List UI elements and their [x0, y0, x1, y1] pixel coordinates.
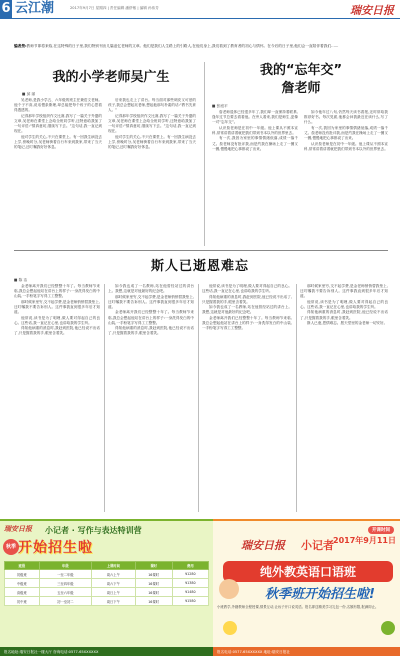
table-header: 课时: [135, 562, 172, 570]
paragraph: 他对学生的关心,不只在课堂上。有一回我生病没去上学,傍晚时分,吴老师骑着自行车来到我家,带来了当天的笔记,还叮嘱我好好休息。: [108, 134, 196, 149]
paragraph: 得知他病重的消息时,我赶到医院,他已经说不出话了,只是握着我的手,眼里含着笑。: [300, 310, 388, 320]
table-cell: 周六下午: [92, 579, 136, 588]
article-2-title-text: 我的“忘年交” 詹老师: [259, 63, 343, 96]
paragraph: 有一次,我因为家里的事情情绪低落,成绩一落千丈。詹老师没有批评我,而是约我在操场上走了一圈又一圈,慢慢地把心事都说了出来。: [304, 125, 388, 140]
ad-subtitle: 小记者: [301, 539, 334, 552]
article-1-col-1: [14, 98, 102, 246]
paragraph: 认识詹老师是在初中一年级。他上课从不照本宣科,常常讲着讲着就把我们带到书本以外的世界里去。: [304, 141, 388, 151]
newspaper-masthead: 瑞安日报: [350, 4, 394, 17]
table-cell: 16课时: [135, 588, 172, 597]
table-header-row: [5, 562, 209, 570]
paragraph: 他对学生的关心,不只在课堂上。有一回我生病没去上学,傍晚时分,吴老师骑着自行车来到我家,带来了当天的笔记,还叮嘱我好好休息。: [14, 134, 102, 149]
ad-subtitle: 小记者 · 写作与表达特训营: [45, 526, 142, 535]
paragraph: 得知他病重的消息时,我赶到医院,他已经说不出话了,只是握着我的手,眼里含着笑。: [14, 326, 100, 336]
article-1-title: 我的小学老师吴广生: [52, 70, 170, 85]
ad-logo: 瑞安日报: [241, 539, 285, 552]
paragraph: 他常说,读书是为了明理,做人要对得起自己的良心。这些话,我一直记在心里,也讲给我的学生听。: [300, 299, 388, 309]
issue-info: 2017年9月7日 星期四 | 责任编辑 潘舒敏 | 编辑 孙伟芳: [70, 6, 159, 10]
start-date-label: 开课时间: [368, 526, 394, 534]
table-cell: 16课时: [135, 570, 172, 579]
table-cell: 周日下午: [92, 597, 136, 606]
paragraph: 斯人已逝,恩情难忘。愿天堂里的金老师一切安好。: [307, 321, 388, 326]
paragraph: 得知他病重的消息时,我赶到医院,他已经说不出话了,只是握着我的手,眼里含着笑。: [202, 294, 292, 304]
table-row: [5, 579, 209, 588]
section-divider: [14, 250, 388, 251]
ad-banner-text: 开始招生啦: [18, 540, 93, 556]
editor-note: [14, 44, 388, 49]
table-header: 班级: [5, 562, 40, 570]
table-cell: 五至六年级: [39, 588, 91, 597]
table-cell: 周日上午: [92, 588, 136, 597]
table-cell: 周六上午: [92, 570, 136, 579]
editor-note-text: 教师节即将来临,在这特殊的日子里,我们特别刊出几篇追忆老师的文章。他们是我们人生路上的引路人,在他们身上,我们看到了教育者的初心与情怀。在今后的日子里,他们会一直陪伴着我们……: [26, 44, 339, 48]
table-cell: ¥1380: [172, 579, 208, 588]
writing-camp-ad[interactable]: [0, 519, 213, 656]
column-divider: [296, 284, 297, 512]
table-cell: 初级班: [5, 570, 40, 579]
article-3-byline: ■ 陈 洁: [14, 278, 28, 282]
paragraph: 后来我也走上了讲台。每当面对那些调皮又可爱的孩子,我总会想起吴老师,想起他那句朴素的话:“教书先育人。”: [108, 98, 196, 113]
paragraph: 那时候家里穷,交不起学费,是金老师悄悄替我垫上,还叮嘱我不要告诉别人。这件事我直到很多年后才知道。: [300, 284, 388, 299]
page-header: [0, 0, 400, 19]
table-cell: 16课时: [135, 579, 172, 588]
table-cell: 16课时: [135, 597, 172, 606]
article-2-col-2: [304, 110, 388, 246]
table-cell: 一至二年级: [39, 570, 91, 579]
ad-slogan: 秋季班开始招生啦!: [265, 587, 375, 602]
kid-illustration-icon: [219, 579, 239, 599]
paragraph: 认识詹老师是在初中一年级。他上课从不照本宣科,常常讲着讲着就把我们带到书本以外的世界里去。: [212, 125, 298, 135]
paragraph: 他常说,读书是为了明理,做人要对得起自己的良心。这些话,我一直记在心里,也讲给我的学生听。: [14, 315, 100, 325]
table-cell: 三至四年级: [39, 579, 91, 588]
table-row: [5, 588, 209, 597]
article-1-byline: ■ 邱 丽: [22, 92, 36, 96]
start-date: 2017年9月11日: [333, 536, 396, 545]
column-divider: [104, 284, 105, 512]
section-title: 云江潮: [15, 1, 55, 16]
table-cell: 初一至初二: [39, 597, 91, 606]
table-header: 年级: [39, 562, 91, 570]
article-3-col-3: [202, 284, 292, 512]
paragraph: 那时候家里穷,交不起学费,是金老师悄悄替我垫上,还叮嘱我不要告诉别人。这件事我直到很多年后才知道。: [108, 294, 194, 309]
paragraph: 有一次,我因为家里的事情情绪低落,成绩一落千丈。詹老师没有批评我,而是约我在操场上走了一圈又一圈,慢慢地把心事都说了出来。: [212, 136, 298, 151]
paragraph: 如今他年过八旬,仍然每天读书看报,还时常给我推荐好书。每次见面,他都会问我最近在读什么,写了什么。: [304, 110, 388, 125]
article-2-col-1: [212, 110, 298, 246]
paragraph: 他常说,读书是为了明理,做人要对得起自己的良心。这些话,我一直记在心里,也讲给我的学生听。: [202, 284, 292, 294]
paragraph: 如今我也成了一名教师,站在他曾经站过的讲台上。我想,这就是对他最好的纪念吧。: [202, 305, 292, 315]
article-3-col-4: [300, 284, 388, 512]
table-cell: 初中班: [5, 597, 40, 606]
article-1-col-2: [108, 98, 196, 246]
table-cell: 高级班: [5, 588, 40, 597]
table-cell: 中级班: [5, 579, 40, 588]
paragraph: 记得那年学校组织作文比赛,我写了一篇关于外婆的文章,吴老师在课堂上念给全班同学听,还特意给我加了一句评语:“情真意切,继续写下去。”这句话,我一直记到现在。: [108, 113, 196, 134]
paragraph: 如今我也成了一名教师,站在他曾经站过的讲台上。我想,这就是对他最好的纪念吧。: [108, 284, 194, 294]
column-divider: [198, 284, 199, 512]
ad-footer-contact: 报名电话:0577-65XXXXXX 地址:瑞安日报社: [213, 647, 400, 656]
table-row: [5, 570, 209, 579]
paragraph: 金老师离开我们已经整整十年了。每当教师节来临,我总会想起他站在讲台上的样子:一身洗得发白的中山装,一手粉笔字写得工工整整。: [14, 284, 100, 299]
paragraph: 记得那年学校组织作文比赛,我写了一篇关于外婆的文章,吴老师在课堂上念给全班同学听,还特意给我加了一句评语:“情真意切,继续写下去。”这句话,我一直记到现在。: [14, 113, 102, 134]
ad-description: 小班教学,外籍教师全程授课,情景互动,让孩子开口说英语。报名即送精美学习礼包一份,名额有限,报满即止。: [217, 605, 379, 609]
paragraph: 詹老师退休已经很多年了,我们却一直保持着联系,逢年过节总要去看看他。在旁人看来,我们是师生,更像一对“忘年交”。: [212, 110, 298, 125]
table-header: 上课时间: [92, 562, 136, 570]
page-number: 6: [1, 1, 11, 16]
article-3-col-2: [108, 284, 194, 512]
article-3-col-1: [14, 284, 100, 512]
article-3-title: 斯人已逝恩难忘: [150, 259, 249, 274]
ad-footer-contact: 报名地址:瑞安日报社一楼大厅 咨询电话:0577-65XXXXXX: [0, 647, 213, 656]
paragraph: 得知他病重的消息时,我赶到医院,他已经说不出话了,只是握着我的手,眼里含着笑。: [108, 326, 194, 336]
season-badge: 秋季: [3, 539, 19, 555]
article-2-title: [226, 62, 376, 98]
ad-logo: 瑞安日报: [4, 524, 32, 533]
editor-note-label: 编者按:: [14, 44, 27, 48]
table-row: [5, 597, 209, 606]
table-cell: ¥1480: [172, 588, 208, 597]
english-class-ad[interactable]: [213, 519, 400, 656]
balloon-icon: [223, 621, 237, 635]
column-divider: [204, 62, 205, 246]
article-2-byline: ■ 张庭平: [212, 104, 228, 108]
class-schedule-table: [4, 561, 209, 606]
table-header: 费用: [172, 562, 208, 570]
paragraph: 吴老师,是我小学五、六年级的班主任兼语文老师。他个子不高,说话慢条斯理,却总能把每个孩子的心思看得透透的。: [14, 98, 102, 113]
table-cell: ¥1280: [172, 570, 208, 579]
paragraph: 金老师离开我们已经整整十年了。每当教师节来临,我总会想起他站在讲台上的样子:一身洗得发白的中山装,一手粉笔字写得工工整整。: [108, 310, 194, 325]
ad-headline: 纯外教英语口语班: [223, 561, 393, 582]
table-cell: ¥1580: [172, 597, 208, 606]
balloon-icon: [381, 621, 395, 635]
paragraph: 那时候家里穷,交不起学费,是金老师悄悄替我垫上,还叮嘱我不要告诉别人。这件事我直到很多年后才知道。: [14, 299, 100, 314]
paragraph: 金老师离开我们已经整整十年了。每当教师节来临,我总会想起他站在讲台上的样子:一身洗得发白的中山装,一手粉笔字写得工工整整。: [202, 316, 292, 331]
